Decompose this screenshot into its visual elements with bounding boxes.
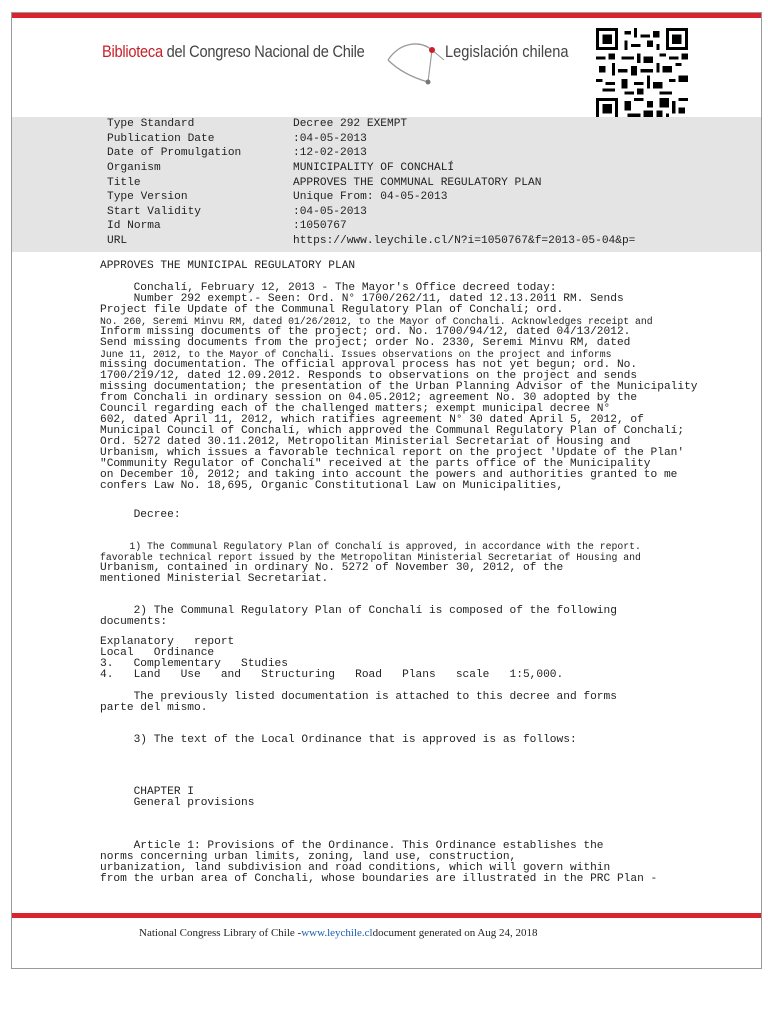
body-line: parte del mismo. <box>100 702 208 714</box>
body-line: norms concerning urban limits, zoning, land use, construction, <box>100 851 517 863</box>
body-line: on December 10, 2012; and taking into account the powers and authorities granted to me <box>100 469 678 481</box>
document-list-item: 3. Complementary Studies <box>100 658 288 670</box>
meta-row <box>107 117 407 131</box>
body-line: The previously listed documentation is attached to this decree and forms <box>100 691 617 703</box>
meta-label: Publication Date <box>107 132 215 145</box>
meta-value: :04-05-2013 <box>293 132 367 145</box>
footer-link[interactable]: www.leychile.cl <box>301 927 373 939</box>
meta-label: URL <box>107 234 128 247</box>
body-line: "Community Regulator of Conchalí" received at the parts office of the Municipality <box>100 458 651 470</box>
body-line: missing documentation. The official approval process has not yet begun; ord. No. <box>100 359 638 371</box>
body-line: 3) The text of the Local Ordinance that is approved is as follows: <box>100 734 577 746</box>
meta-label: Start Validity <box>107 205 201 218</box>
body-line: No. 260, Seremi Minvu RM, dated 01/26/2012, to the Mayor of Conchali. Acknowledges receipt and <box>100 316 653 327</box>
footer-red-bar <box>12 913 761 918</box>
meta-row <box>107 146 367 160</box>
library-logo-text <box>102 42 365 62</box>
qr-code-icon <box>596 28 688 120</box>
meta-row <box>107 132 367 146</box>
body-line: Urbanism, which issues a favorable technical report on the project 'Update of the Plan' <box>100 447 685 459</box>
meta-row <box>107 219 347 233</box>
meta-value: :1050767 <box>293 220 347 232</box>
page-footer <box>139 927 538 939</box>
footer-prefix: National Congress Library of Chile - <box>139 927 302 939</box>
decree-label: Decree: <box>100 509 181 521</box>
meta-label: Type Standard <box>107 118 195 130</box>
document-list-item: Explanatory report <box>100 636 235 648</box>
chapter-subtitle: General provisions <box>100 797 255 809</box>
body-line: Inform missing documents of the project; ord. No. 1700/94/12, dated 04/13/2012. <box>100 326 631 338</box>
document-page <box>11 12 762 969</box>
meta-row <box>107 234 635 248</box>
meta-value: :04-05-2013 <box>293 205 367 218</box>
body-heading: APPROVES THE MUNICIPAL REGULATORY PLAN <box>100 260 356 272</box>
body-line: Council regarding each of the challenged matters; exempt municipal decree N° <box>100 403 611 415</box>
document-list-item: Local Ordinance <box>100 647 215 659</box>
body-line: Municipal Council of Conchalí, which approved the Communal Regulatory Plan of Conchalí; <box>100 425 685 437</box>
body-line: Conchalí, February 12, 2013 - The Mayor's Office decreed today: <box>100 282 557 294</box>
meta-value: Decree 292 EXEMPT <box>293 118 408 130</box>
body-line: confers Law No. 18,695, Organic Constitutional Law on Municipalities, <box>100 480 564 492</box>
logo-biblioteca: Biblioteca <box>102 42 163 61</box>
meta-row <box>107 205 367 219</box>
logo-congreso: del Congreso Nacional de Chile <box>162 42 365 61</box>
body-line: urbanization, land subdivision and road conditions, which will govern within <box>100 862 611 874</box>
meta-url[interactable]: https://www.leychile.cl/N?i=1050767&f=2013-05-04&p= <box>293 234 636 247</box>
meta-label: Organism <box>107 162 161 174</box>
body-line: Article 1: Provisions of the Ordinance. This Ordinance establishes the <box>100 840 604 852</box>
body-line: mentioned Ministerial Secretariat. <box>100 573 329 585</box>
meta-row <box>107 190 447 204</box>
meta-label: Date of Promulgation <box>107 147 242 159</box>
body-line: Project file Update of the Communal Regulatory Plan of Conchalí; ord. <box>100 304 564 316</box>
body-line: Urbanism, contained in ordinary No. 5272 of November 30, 2012, of the <box>100 562 564 574</box>
body-line: 1700/219/12, dated 12.09.2012. Responds to observations on the project and sends <box>100 370 638 382</box>
meta-label: Title <box>107 176 141 189</box>
chapter-heading: CHAPTER I <box>100 786 194 798</box>
body-line: from Conchali in ordinary session on 04.05.2012; agreement No. 30 adopted by the <box>100 392 638 404</box>
meta-value: :12-02-2013 <box>293 147 367 159</box>
meta-label: Type Version <box>107 191 188 203</box>
meta-row <box>107 176 541 190</box>
body-line: 2) The Communal Regulatory Plan of Conchalí is composed of the following <box>100 605 617 617</box>
body-line: June 11, 2012, to the Mayor of Conchali. Issues observations on the project and informs <box>100 349 612 360</box>
page-header <box>12 18 761 118</box>
body-line: favorable technical report issued by the Metropolitan Ministerial Secretariat of Housing and <box>100 552 641 563</box>
body-line: Send missing documents from the project; order No. 2330, Seremi Minvu RM, dated <box>100 337 631 349</box>
body-line: Ord. 5272 dated 30.11.2012, Metropolitan Ministerial Secretariat of Housing and <box>100 436 631 448</box>
metadata-table <box>12 117 761 252</box>
body-line: 1) The Communal Regulatory Plan of Conchalí is approved, in accordance with the report. <box>100 541 641 552</box>
body-line: missing documentation; the presentation of the Urban Planning Advisor of the Municipality <box>100 381 698 393</box>
legislacion-logo-icon <box>380 30 450 86</box>
meta-row <box>107 161 454 175</box>
footer-suffix: document generated on Aug 24, 2018 <box>372 927 538 939</box>
body-line: 602, dated April 11, 2012, which ratifies agreement N° 30 dated April 5, 2012, of <box>100 414 644 426</box>
meta-value: APPROVES THE COMMUNAL REGULATORY PLAN <box>293 176 542 189</box>
meta-value: MUNICIPALITY OF CONCHALÍ <box>293 162 455 174</box>
meta-label: Id Norma <box>107 220 161 232</box>
body-line: documents: <box>100 616 168 628</box>
body-line: from the urban area of Conchali, whose boundaries are illustrated in the PRC Plan - <box>100 873 658 885</box>
legislacion-chilena-text: Legislación chilena <box>445 42 569 61</box>
meta-value: Unique From: 04-05-2013 <box>293 191 448 203</box>
body-line: Number 292 exempt.- Seen: Ord. N° 1700/262/11, dated 12.13.2011 RM. Sends <box>100 293 624 305</box>
document-list-item: 4. Land Use and Structuring Road Plans scale 1:5,000. <box>100 669 564 681</box>
